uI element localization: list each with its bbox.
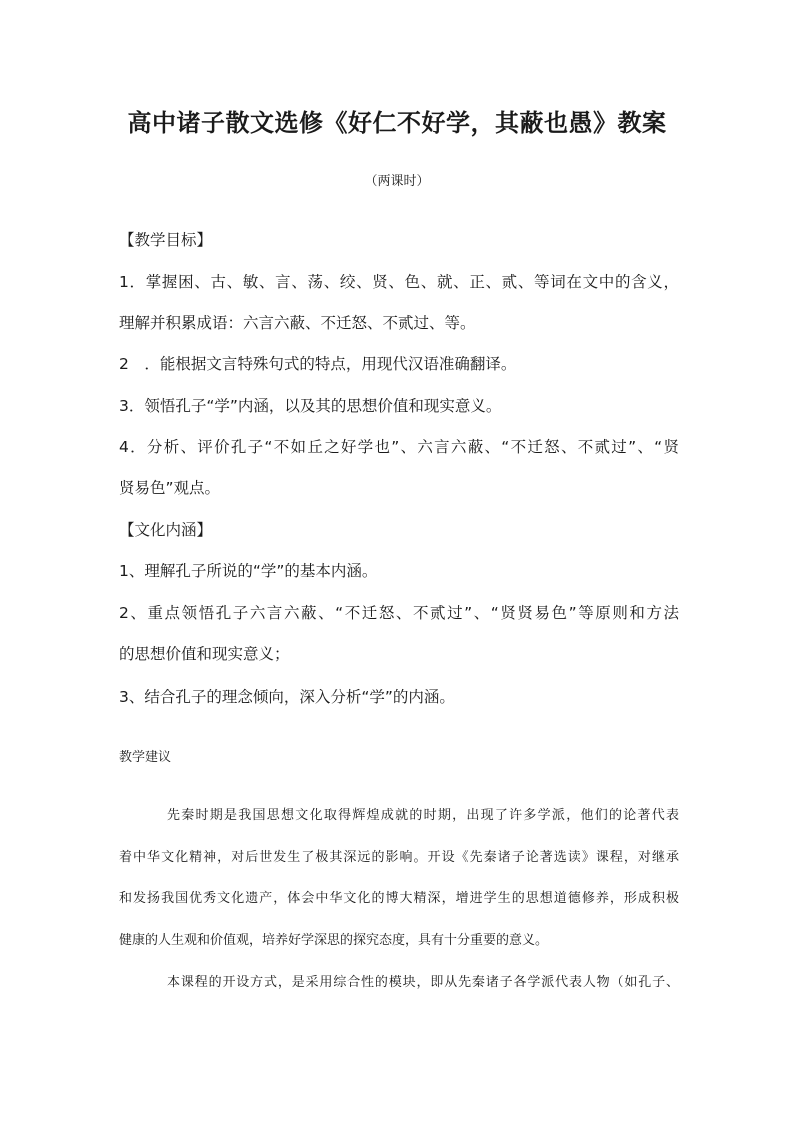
section-heading-teaching-goals: 【教学目标】 (119, 231, 213, 249)
goal-item-2: 2 ．能根据文言特殊句式的特点，用现代汉语准确翻译。 (119, 355, 517, 373)
culture-item-2-line-1: 2、重点领悟孔子六言六蔽、“不迁怒、不贰过”、“贤贤易色”等原则和方法 (119, 604, 679, 622)
culture-item-3: 3、结合孔子的理念倾向，深入分析“学”的内涵。 (119, 688, 455, 706)
goal-item-1-line-1: 1．掌握困、古、敏、言、荡、绞、贤、色、就、正、贰、等词在文中的含义， (119, 273, 679, 291)
goal-item-4-line-1: 4．分析、评价孔子“不如丘之好学也”、六言六蔽、“不迁怒、不贰过”、“贤 (119, 438, 679, 456)
goal-item-1-line-2: 理解并积累成语：六言六蔽、不迁怒、不贰过、等。 (119, 314, 476, 332)
goal-item-3: 3．领悟孔子“学”内涵，以及其的思想价值和现实意义。 (119, 397, 502, 415)
goal-item-4-line-2: 贤易色”观点。 (119, 479, 221, 497)
paragraph-1-line-1: 先秦时期是我国思想文化取得辉煌成就的时期，出现了许多学派，他们的论著代表 (167, 808, 679, 823)
document-title: 高中诸子散文选修《好仁不好学，其蔽也愚》教案 (127, 109, 667, 137)
paragraph-1-line-2: 着中华文化精神，对后世发生了极其深远的影响。开设《先秦诸子论著选读》课程，对继承 (119, 850, 679, 865)
paragraph-1-line-4: 健康的人生观和价值观，培养好学深思的探究态度，具有十分重要的意义。 (119, 933, 549, 948)
paragraph-1-line-3: 和发扬我国优秀文化遗产，体会中华文化的博大精深，增进学生的思想道德修养，形成积极 (119, 891, 679, 906)
section-heading-teaching-suggestions: 教学建议 (119, 750, 172, 765)
section-heading-cultural-content: 【文化内涵】 (119, 521, 213, 539)
culture-item-2-line-2: 的思想价值和现实意义； (119, 645, 290, 663)
document-subtitle: （两课时） (364, 174, 430, 189)
paragraph-2-line-1: 本课程的开设方式，是采用综合性的模块，即从先秦诸子各学派代表人物（如孔子、 (167, 975, 679, 990)
culture-item-1: 1、理解孔子所说的“学”的基本内涵。 (119, 562, 378, 580)
